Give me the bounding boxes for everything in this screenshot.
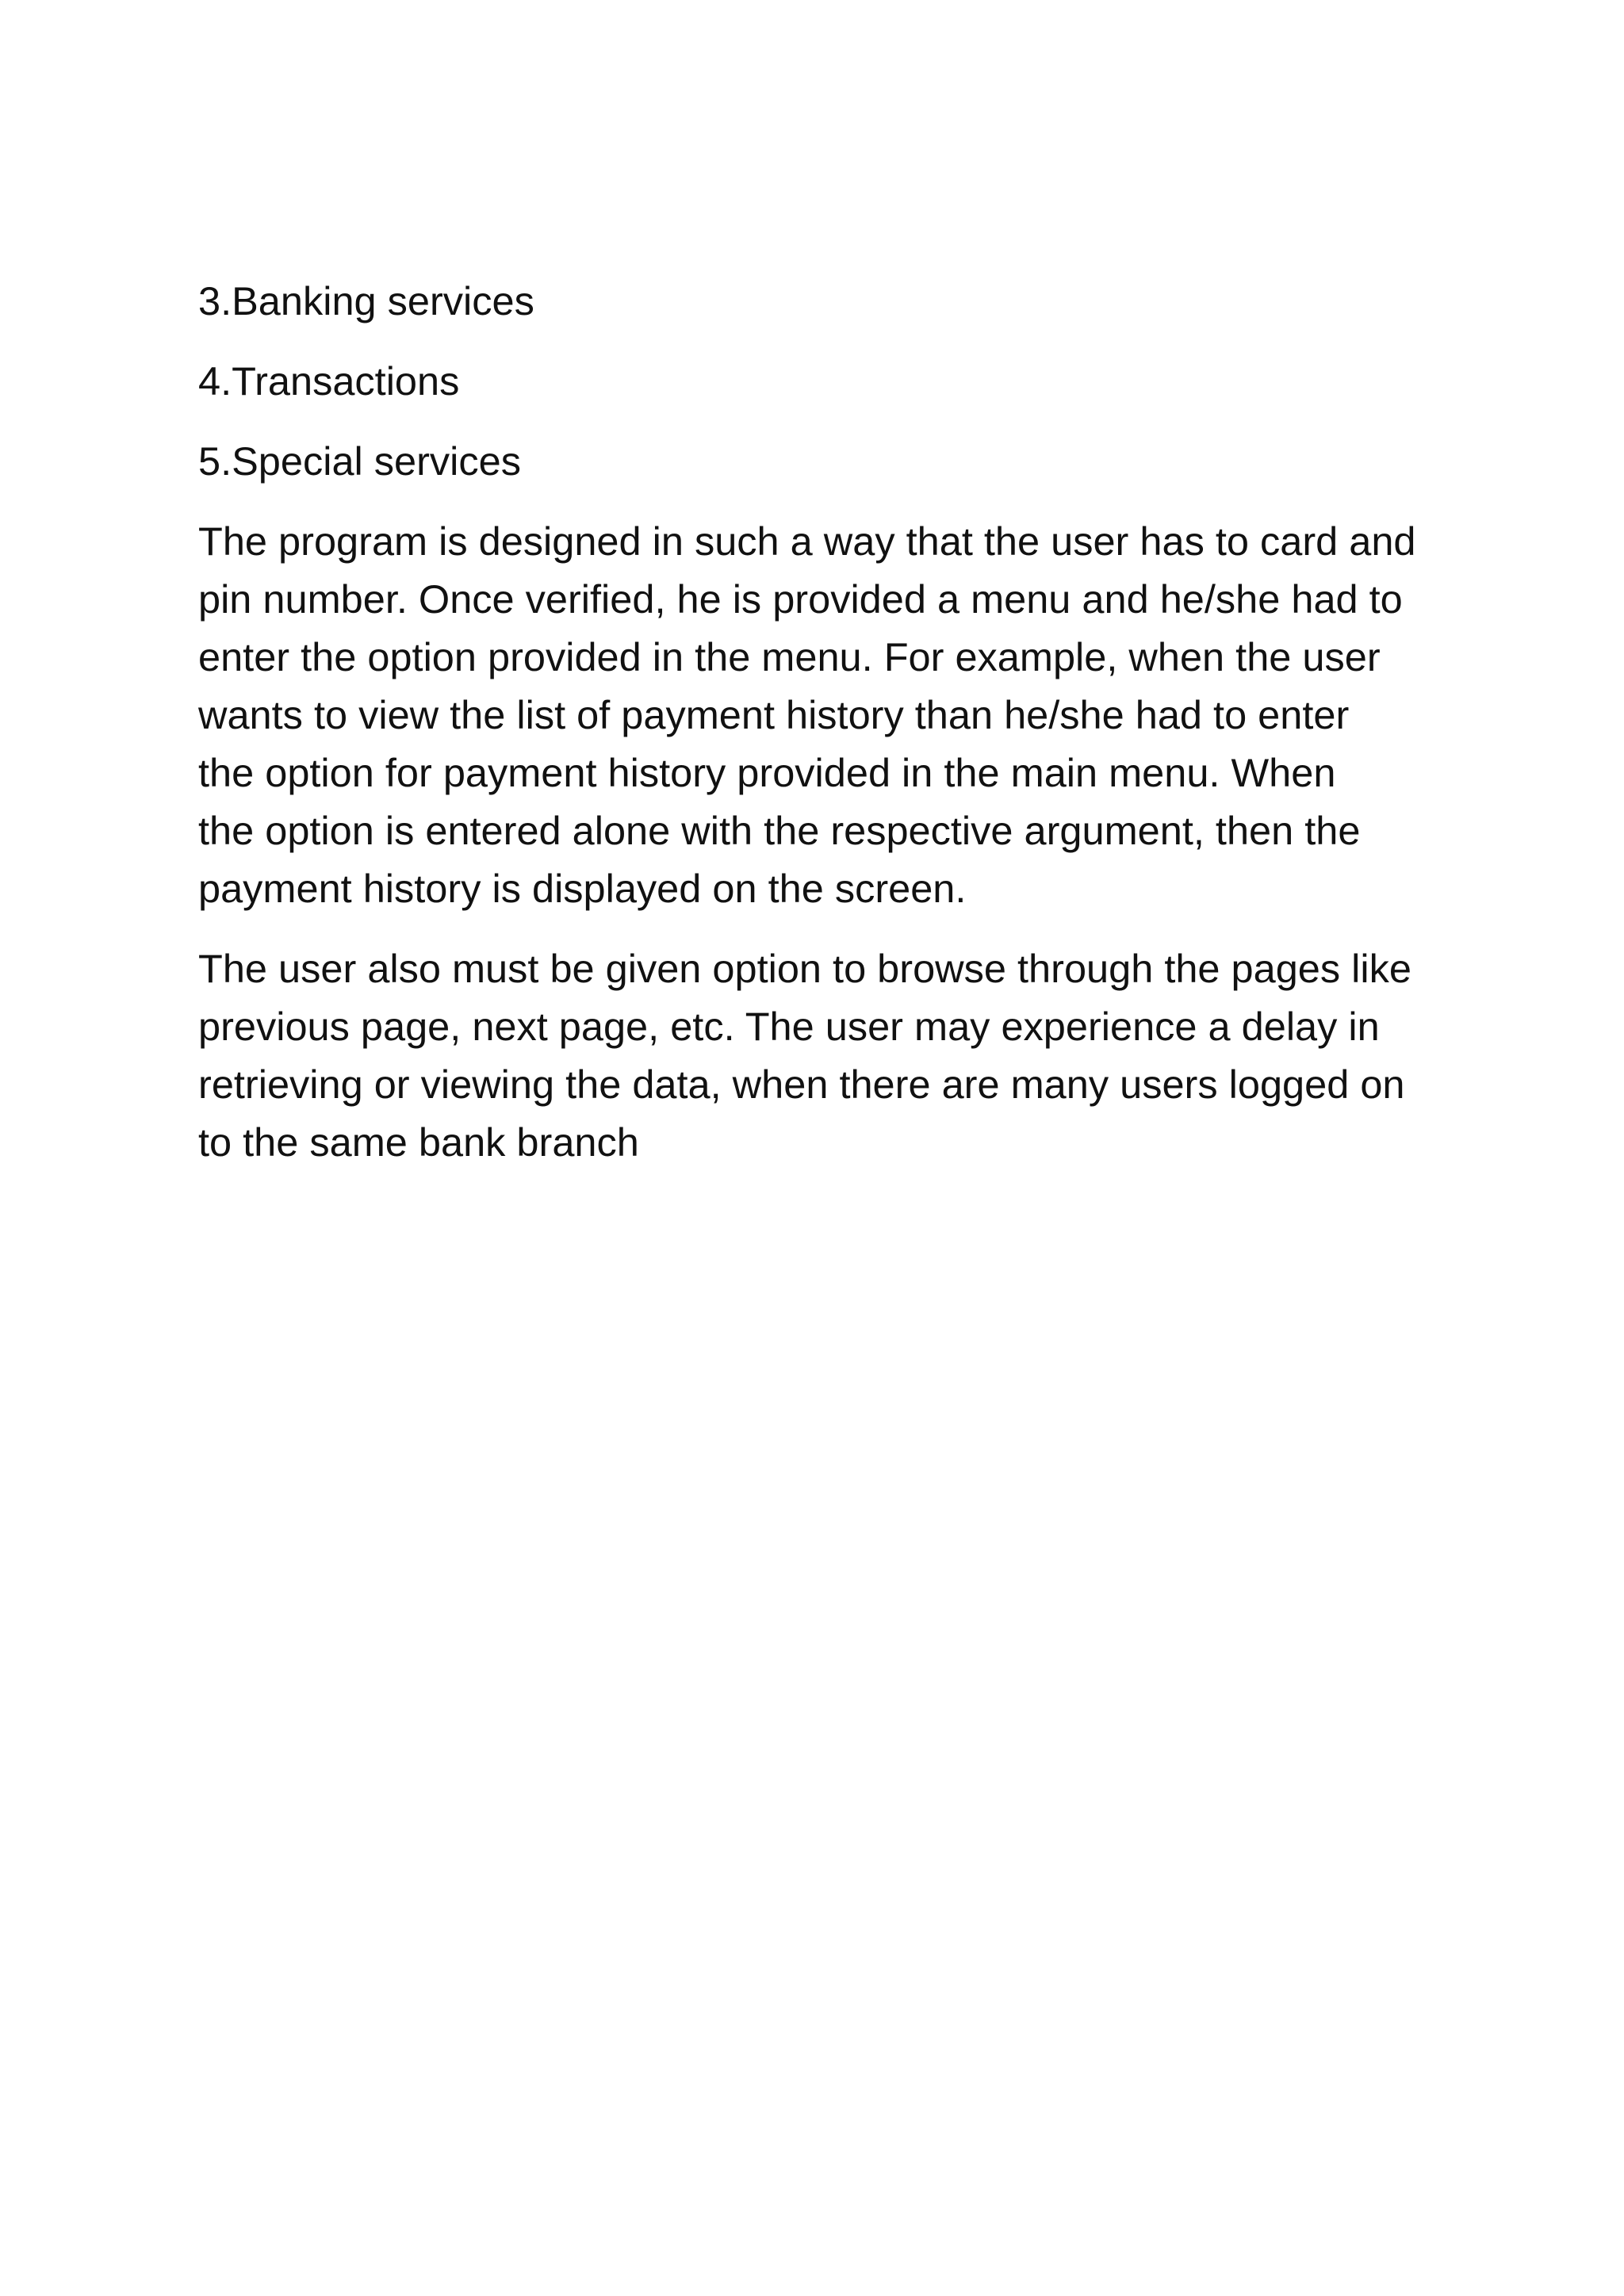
document-body [198,272,1435,1193]
list-item-transactions: 4.Transactions [198,358,460,404]
text-line: enter the option provided in the menu. For example, when the user [198,634,1381,679]
paragraph-browse-pages [198,939,1435,1171]
text-line: The user also must be given option to browse through the pages like [198,946,1411,991]
text-line: The program is designed in such a way that the user has to card and [198,519,1416,564]
paragraph-program-design [198,512,1435,917]
list-item-banking-services: 3.Banking services [198,278,534,323]
text-line: to the same bank branch [198,1119,639,1165]
text-line: previous page, next page, etc. The user may experience a delay in [198,1004,1380,1049]
text-line: wants to view the list of payment history than he/she had to enter [198,692,1350,737]
text-line: pin number. Once verified, he is provided a menu and he/she had to [198,576,1403,622]
text-line: retrieving or viewing the data, when there are many users logged on [198,1062,1405,1107]
list-item-special-services: 5.Special services [198,438,521,484]
text-line: payment history is displayed on the screen. [198,866,967,911]
text-line: the option for payment history provided in the main menu. When [198,750,1336,795]
text-line: the option is entered alone with the respective argument, then the [198,808,1361,853]
